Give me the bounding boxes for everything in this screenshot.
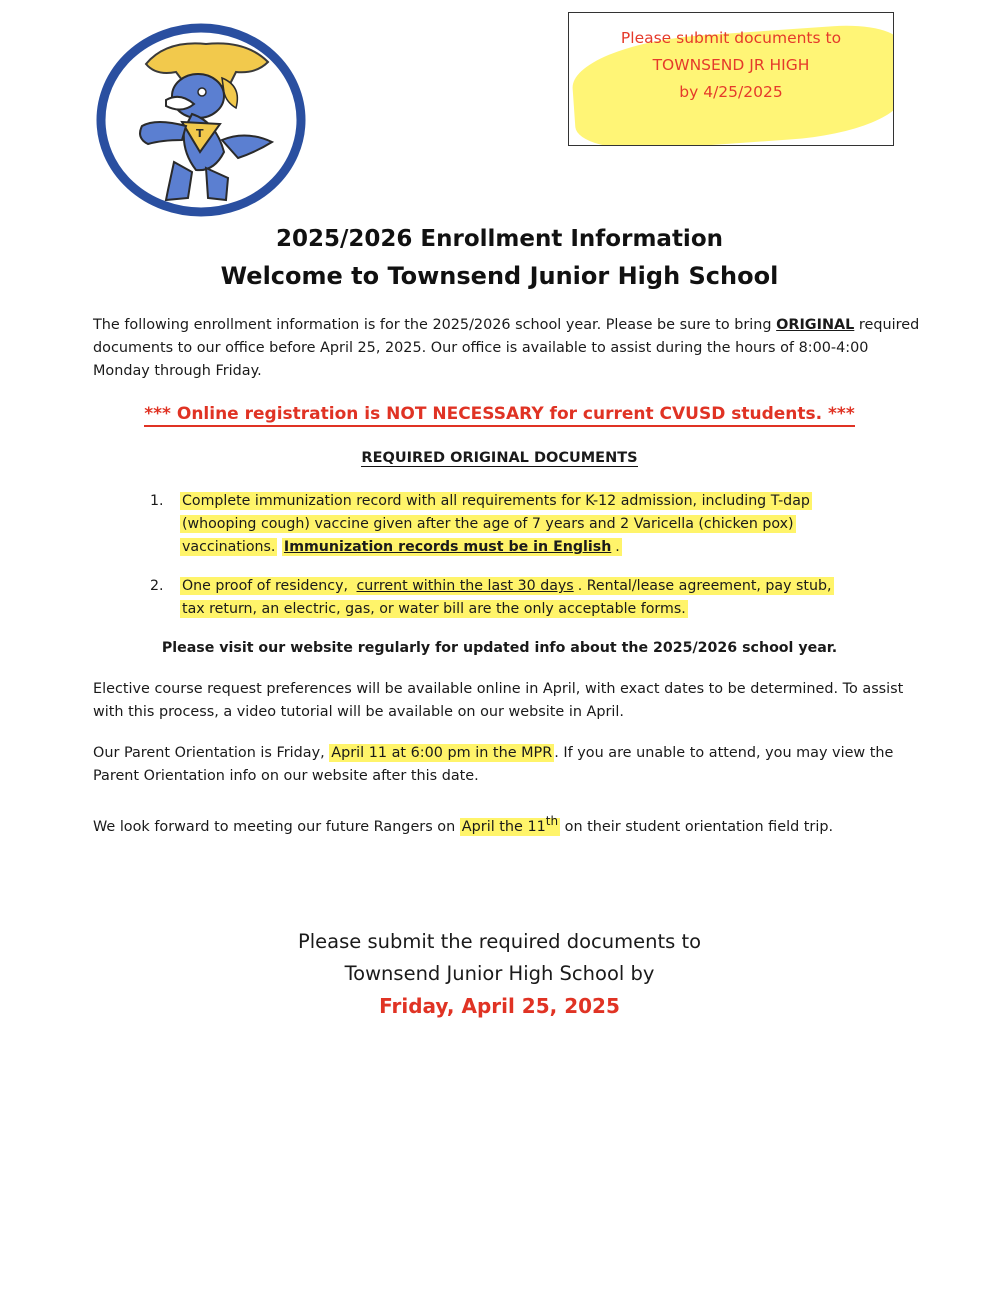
residency-lead: One proof of residency, (182, 578, 353, 594)
immunization-tail: . (615, 539, 620, 555)
intro-paragraph (93, 314, 923, 383)
list-item-number: 2. (150, 578, 164, 594)
rangers-sup: th (545, 814, 559, 828)
notice-text (569, 25, 893, 106)
intro-part-1: The following enrollment information is for the 2025/2026 school year. Please be sure to bring (93, 317, 777, 333)
notice-line-3: by 4/25/2025 (679, 83, 783, 101)
rangers-paragraph (93, 810, 923, 839)
rangers-lead: We look forward to meeting our future Rangers on (93, 818, 460, 835)
orientation-highlight: April 11 at 6:00 pm in the MPR (331, 745, 553, 761)
closing-block (0, 926, 999, 1022)
page-subtitle: Welcome to Townsend Junior High School (220, 262, 779, 290)
immunization-emphasis: Immunization records must be in English (283, 539, 612, 555)
list-item-text (180, 490, 840, 559)
online-notice-text: *** Online registration is NOT NECESSARY for current CVUSD students. *** (144, 404, 854, 427)
immunization-text: Complete immunization record with all requirements for K-12 admission, including T-dap (whooping cough) vaccine given after the age of 7 years and 2 Varicella (chicken pox) vaccinations. (182, 493, 810, 555)
orientation-lead: Our Parent Orientation is Friday, (93, 745, 330, 761)
online-registration-notice (0, 404, 999, 424)
residency-underlined: current within the last 30 days (356, 578, 574, 594)
website-note: Please visit our website regularly for updated info about the 2025/2026 school year. (161, 640, 838, 656)
submit-notice-box (568, 12, 894, 146)
intro-part-2: required documents to our office before April 25, 2025. Our office is available to assist during the hours of 8:00-4:00 Monday through Friday. (93, 317, 920, 379)
notice-line-1: Please submit documents to (620, 29, 842, 47)
orientation-tail: . If you are unable to attend, you may view the Parent Orientation info on our website after this date. (93, 745, 894, 784)
rangers-highlight (460, 814, 560, 836)
residency-text: . Rental/lease agreement, pay stub, tax return, an electric, gas, or water bill are the only acceptable forms. (182, 578, 832, 617)
notice-line-2: TOWNSEND JR HIGH (652, 56, 810, 74)
list-item-number: 1. (150, 493, 164, 509)
elective-paragraph: Elective course request preferences will be available online in April, with exact dates to be determined. To assist with this process, a video tutorial will be available on our website in April. (93, 681, 904, 720)
intro-emphasis: ORIGINAL (776, 317, 855, 333)
closing-line-2: Townsend Junior High School by (344, 962, 655, 985)
badge-letter: T (196, 127, 204, 140)
rangers-date: April the 11 (461, 818, 546, 835)
required-documents-heading (0, 450, 999, 466)
list-item-text (180, 575, 840, 621)
closing-line-1: Please submit the required documents to (297, 930, 702, 953)
orientation-paragraph (93, 742, 923, 788)
rangers-tail: on their student orientation field trip. (560, 818, 834, 835)
page-title: 2025/2026 Enrollment Information (276, 226, 723, 252)
closing-date: Friday, April 25, 2025 (379, 994, 620, 1018)
ranger-mascot-icon (96, 22, 306, 218)
required-heading-text: REQUIRED ORIGINAL DOCUMENTS (361, 450, 638, 466)
